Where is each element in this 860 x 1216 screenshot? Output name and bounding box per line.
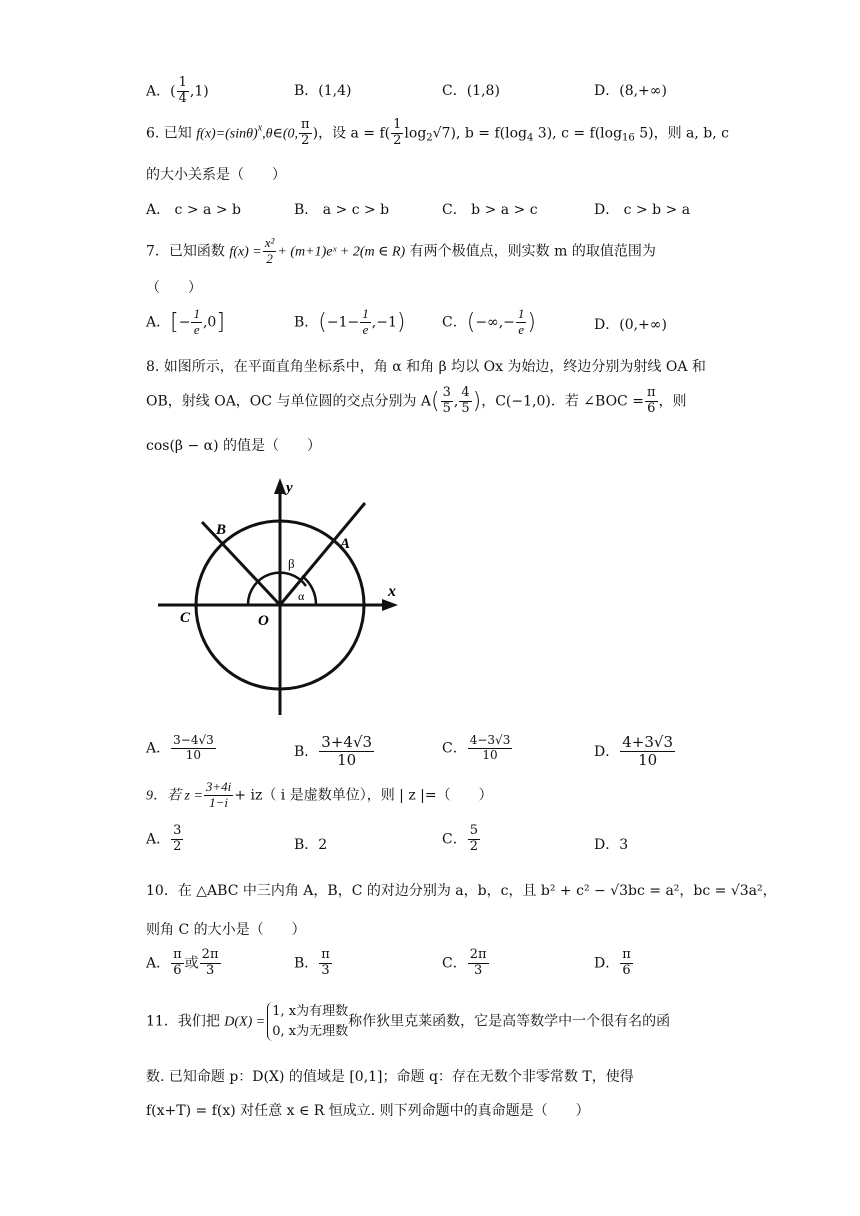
label-y: y (286, 480, 293, 496)
q7-option-b: B．(−1− $\frac{1}{e}$ ,−1) (294, 306, 406, 337)
label-A: A (340, 536, 351, 552)
q8-stem-line1: 8. 如图所示，在平面直角坐标系中，角 α 和角 β 均以 Ox 为始边，终边分别为射线 OA 和 (146, 359, 706, 375)
q6-option-b: B． a > c > b (294, 202, 390, 218)
ray-OB (202, 522, 280, 605)
q9-option-c: C． $\frac{5}{2}$ (442, 823, 478, 854)
q5-option-b: B．(1,4) (294, 83, 352, 99)
label-B: B (216, 522, 227, 538)
q7-option-c: C．(−∞,− $\frac{1}{e}$ ) (442, 306, 536, 337)
q11-stem-line3: f(x+T) = f(x) 对任意 x ∈ R 恒成立. 则下列命题中的真命题是（ ） (146, 1103, 590, 1119)
q10-option-a: A． $\frac{\pi}{6}$ 或 $\frac{2\pi}{3}$ (146, 947, 219, 978)
q9-stem: 9．若 z = $\frac{3+4i}{1-i}$ + iz（ i 是虚数单位），则 | z |=（ ） (146, 779, 493, 810)
label-beta: β (288, 556, 295, 571)
q5-option-d: D．(8,+∞) (594, 83, 667, 99)
q7-option-d: D．(0,+∞) (594, 317, 667, 333)
ray-OA (280, 503, 365, 605)
q8-stem-line2: OB，射线 OA，OC 与单位圆的交点分别为 A( $\frac{3}{5}$ , $\frac{4}{5}$ )，C(−1,0)．若 ∠BOC = $\frac{\pi}{6}$ ，则 (146, 385, 687, 416)
q9-option-b: B．2 (294, 837, 328, 853)
q7-paren: （ ） (146, 280, 202, 296)
q11-stem-line2: 数. 已知命题 p：D(X) 的值域是 [0,1]；命题 q：存在无数个非零常数 T，使得 (146, 1069, 634, 1085)
q5-option-c: C．(1,8) (442, 83, 500, 99)
q10-option-d: D． $\frac{\pi}{6}$ (594, 947, 631, 978)
q8-option-d: D． $\frac{4+3√3}{10}$ (594, 733, 673, 770)
q10-option-c: C． $\frac{2\pi}{3}$ (442, 947, 487, 978)
q8-option-b: B． $\frac{3+4√3}{10}$ (294, 733, 373, 770)
unit-circle-figure (150, 470, 410, 720)
q11-stem: 11．我们把 D(X) = 1, x为有理数 0, x为无理数 称作狄里克莱函数，它是高等数学中一个很有名的函 (146, 1002, 670, 1041)
label-alpha: α (298, 589, 305, 603)
q9-option-a: A． $\frac{3}{2}$ (146, 823, 182, 854)
q6-stem: 6. 已知 $f(x)=(\sin\theta)^x,\theta\in(0$, $\frac{\pi}{2}$ )，设 a = f( $\frac{1}{2}$ $\log_2√7$), $b = f(\log_4$ 3), $c = f(\log_{16}$ 5)，则 a, b, c (146, 117, 730, 148)
q6-stem-line2: 的大小关系是（ ） (146, 167, 286, 183)
q7-option-a: A．[− $\frac{1}{e}$ ,0] (146, 306, 225, 337)
q6-option-c: C． b > a > c (442, 202, 538, 218)
q6-option-d: D． c > b > a (594, 202, 691, 218)
label-O: O (258, 613, 269, 629)
q7-stem: 7．已知函数 f(x) = $\frac{\text{x²}}{2}$ + (m+1)eˣ + 2(m ∈ R) 有两个极值点，则实数 m 的取值范围为 (146, 235, 656, 266)
q6-option-a: A． c > a > b (146, 202, 241, 218)
q8-option-a: A． $\frac{3-4√3}{10}$ (146, 733, 214, 762)
q5-option-a: A．( $\frac{1}{4}$ ,1) (146, 75, 209, 106)
label-C: C (180, 610, 191, 626)
label-x: x (388, 583, 396, 600)
x-axis-arrow (382, 599, 398, 611)
y-axis-arrow (274, 478, 286, 494)
q10-stem-line2: 则角 C 的大小是（ ） (146, 922, 306, 938)
q10-stem-line1: 10．在 △ABC 中三内角 A，B，C 的对边分别为 a，b，c，且 b² + c² − √3bc = a²，bc = √3a²， (146, 883, 777, 899)
q10-option-b: B． $\frac{\pi}{3}$ (294, 947, 330, 978)
piecewise-brace: 1, x为有理数 0, x为无理数 (267, 1002, 348, 1041)
q8-stem-line3: cos(β − α) 的值是（ ） (146, 438, 322, 454)
q8-option-c: C． $\frac{4-3√3}{10}$ (442, 733, 511, 762)
q9-option-d: D．3 (594, 837, 629, 853)
